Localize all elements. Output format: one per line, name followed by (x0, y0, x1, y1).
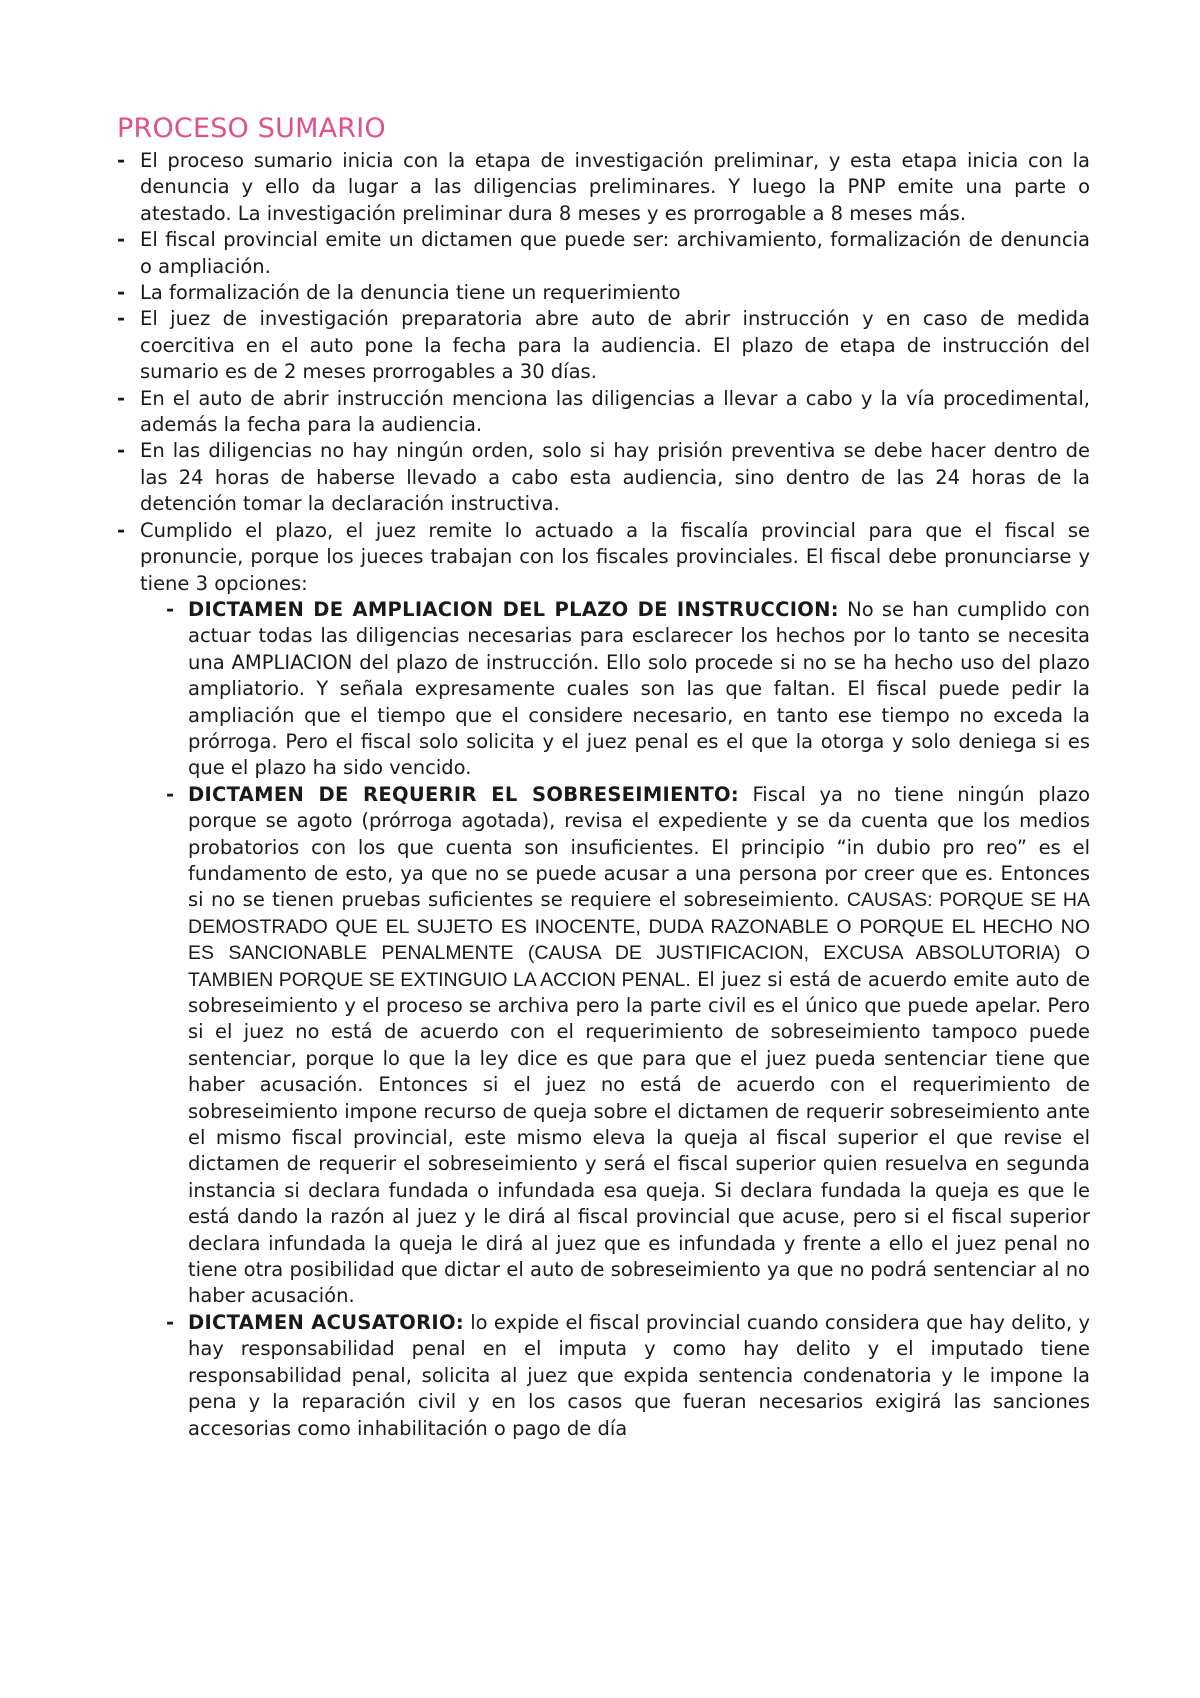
document-page (117, 112, 1090, 1442)
option-heading: DICTAMEN ACUSATORIO: (188, 1310, 464, 1334)
list-item: - En las diligencias no hay ningún orden, solo si hay prisión preventiva se debe hacer dentro de las 24 horas de haberse llevado a cabo esta audiencia, sino dentro de las 24 horas de la detención tomar la declaración instructiva. (117, 438, 1090, 517)
document-title: PROCESO SUMARIO (117, 113, 386, 144)
list-item: - El proceso sumario inicia con la etapa de investigación preliminar, y esta etapa inicia con la denuncia y ello da lugar a las diligencias preliminares. Y luego la PNP emite una parte o atestado. La investigación preliminar dura 8 meses y es prorrogable a 8 meses más. (117, 148, 1090, 227)
option-heading: DICTAMEN DE REQUERIR EL SOBRESEIMIENTO: (188, 782, 739, 806)
option-causas-text: CAUSAS: PORQUE SE HA DEMOSTRADO QUE EL SUJETO ES INOCENTE, DUDA RAZONABLE O PORQUE EL HECHO NO ES SANCIONABLE PENALMENTE (CAUSA DE JUSTIFICACION, EXCUSA ABSOLUTORIA) O TAMBIEN PORQUE SE EXTINGUIO LA ACCION PENAL. (188, 889, 1090, 991)
option-sobreseimiento (140, 782, 1090, 1310)
list-item: - El juez de investigación preparatoria abre auto de abrir instrucción y en caso de medida coercitiva en el auto pone la fecha para la audiencia. El plazo de etapa de instrucción del sumario es de 2 meses prorrogables a 30 días. (117, 306, 1090, 385)
list-item: - La formalización de la denuncia tiene un requerimiento (117, 280, 1090, 306)
option-text: El juez si está de acuerdo emite auto de sobreseimiento y el proceso se archiva pero la parte civil es el único que puede apelar. Pero si el juez no está de acuerdo con el requerimiento de sobreseimiento tampoco puede sentenciar, porque lo que la ley dice es que para que el juez pueda sentenciar tiene que haber acusación. Entonces si el juez no está de acuerdo con el requerimiento de sobreseimiento impone recurso de queja sobre el dictamen de requerir sobreseimiento ante el mismo fiscal provincial, este mismo eleva la queja al fiscal superior el que revise el dictamen de requerir el sobreseimiento y será el fiscal superior quien resuelva en segunda instancia si declara fundada o infundada esa queja. Si declara fundada la queja es que le está dando la razón al juez y le dirá al fiscal provincial que acuse, pero si el fiscal superior declara infundada la queja le dirá al juez que es infundada y frente a ello el juez penal no tiene otra posibilidad que dictar el auto de sobreseimiento ya que no podrá sentenciar al no haber acusación. (188, 967, 1090, 1308)
list-item: - El fiscal provincial emite un dictamen que puede ser: archivamiento, formalización de denuncia o ampliación. (117, 227, 1090, 280)
main-list (117, 148, 1090, 597)
option-ampliacion (140, 597, 1090, 782)
option-heading: DICTAMEN DE AMPLIACION DEL PLAZO DE INSTRUCCION: (188, 597, 839, 621)
list-item: - Cumplido el plazo, el juez remite lo actuado a la fiscalía provincial para que el fiscal se pronuncie, porque los jueces trabajan con los fiscales provinciales. El fiscal debe pronunciarse y tiene 3 opciones: (117, 518, 1090, 597)
option-text: lo expide el fiscal provincial cuando considera que hay delito, y hay responsabilidad penal en el imputa y como hay delito y el imputado tiene responsabilidad penal, solicita al juez que expida sentencia condenatoria y le impone la pena y la reparación civil y en los casos que fueran necesarios exigirá las sanciones accesorias como inhabilitación o pago de día (188, 1310, 1090, 1440)
option-text: No se han cumplido con actuar todas las diligencias necesarias para esclarecer los hechos por lo tanto se necesita una AMPLIACION del plazo de instrucción. Ello solo procede si no se ha hecho uso del plazo ampliatorio. Y señala expresamente cuales son las que faltan. El fiscal puede pedir la ampliación que el tiempo que el considere necesario, en tanto ese tiempo no exceda la prórroga. Pero el fiscal solo solicita y el juez penal es el que la otorga y solo deniega si es que el plazo ha sido vencido. (188, 597, 1090, 780)
option-text: Fiscal ya no tiene ningún plazo porque se agoto (prórroga agotada), revisa el expediente y se da cuenta que los medios probatorios con los que cuenta son insuficientes. El principio “in dubio pro reo” es el fundamento de esto, ya que no se puede acusar a una persona por creer que es. Entonces si no se tienen pruebas suficientes se requiere el sobreseimiento. (188, 782, 1090, 912)
option-acusatorio (140, 1310, 1090, 1442)
list-item: - En el auto de abrir instrucción menciona las diligencias a llevar a cabo y la vía procedimental, además la fecha para la audiencia. (117, 386, 1090, 439)
options-list (117, 597, 1090, 1442)
